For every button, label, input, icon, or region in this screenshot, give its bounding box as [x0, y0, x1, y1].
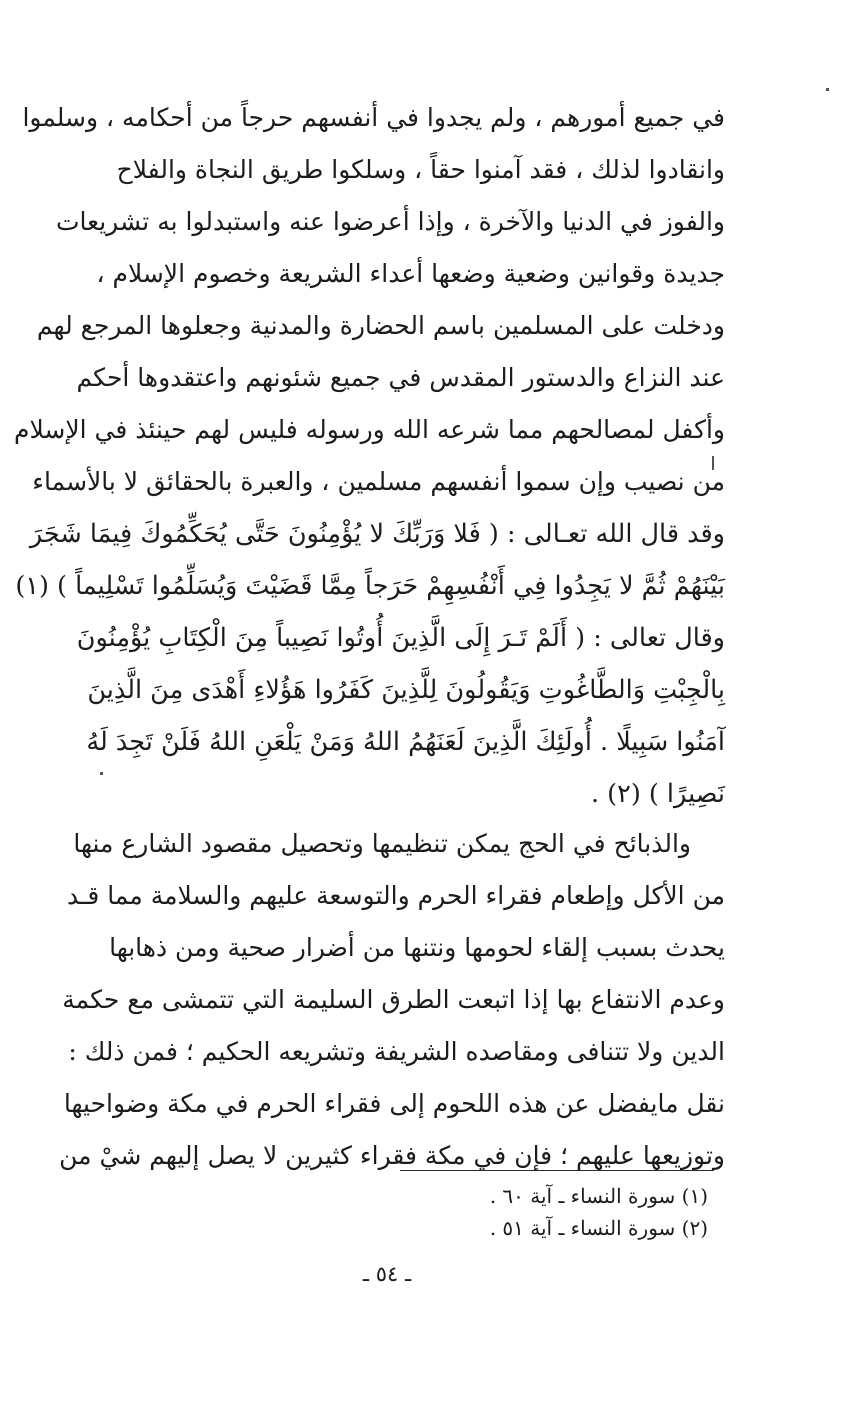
footnote-1: (١) سورة النساء ـ آية ٦٠ . [489, 1184, 708, 1208]
text-line: والذبائح في الحج يمكن تنظيمها وتحصيل مقصود الشارع منها [73, 829, 691, 858]
scan-speck [826, 88, 829, 91]
text-line: ودخلت على المسلمين باسم الحضارة والمدنية وجعلوها المرجع لهم [36, 311, 725, 340]
page-number: ـ ٥٤ ـ [362, 1262, 412, 1286]
quran-verse-line: بِالْجِبْتِ وَالطَّاغُوتِ وَيَقُولُونَ لِلَّذِينَ كَفَرُوا هَؤُلاءِ أَهْدَى مِنَ الَّذِينَ [87, 675, 725, 705]
text-line: وتوزيعها عليهم ؛ فإن في مكة فقراء كثيرين لا يصل إليهم شيْ من [59, 1141, 725, 1170]
footnote-divider [400, 1170, 714, 1171]
text-line: وانقادوا لذلك ، فقد آمنوا حقاً ، وسلكوا طريق النجاة والفلاح [116, 155, 725, 184]
text-line: يحدث بسبب إلقاء لحومها ونتنها من أضرار صحية ومن ذهابها [109, 933, 725, 962]
quran-verse-line: آمَنُوا سَبِيلًا . أُولَئِكَ الَّذِينَ لَعَنَهُمُ اللهُ وَمَنْ يَلْعَنِ اللهُ فَلَنْ تَجِدَ لَهُ [86, 727, 725, 757]
text-line: عند النزاع والدستور المقدس في جميع شئونهم واعتقدوها أحكم [76, 363, 725, 392]
text-line: وأكفل لمصالحهم مما شرعه الله ورسوله فليس لهم حينئذ في الإسلام [13, 415, 725, 444]
main-paragraph [13, 92, 725, 820]
quran-verse-line: وقال تعالى : ( أَلَمْ تَـرَ إِلَى الَّذِينَ أُوتُوا نَصِيباً مِنَ الْكِتَابِ يُؤْمِنُونَ [76, 623, 725, 653]
text-line: والفوز في الدنيا والآخرة ، وإذا أعرضوا عنه واستبدلوا به تشريعات [56, 207, 725, 236]
text-line: في جميع أمورهم ، ولم يجدوا في أنفسهم حرجاً من أحكامه ، وسلموا [22, 103, 725, 132]
footnote-2: (٢) سورة النساء ـ آية ٥١ . [489, 1216, 708, 1240]
footnotes [360, 1180, 708, 1244]
text-line: وعدم الانتفاع بها إذا اتبعت الطرق السليمة التي تتمشى مع حكمة [62, 985, 725, 1014]
text-line: نقل مايفضل عن هذه اللحوم إلى فقراء الحرم في مكة وضواحيها [63, 1089, 725, 1118]
quran-verse-line: بَيْنَهُمْ ثُمَّ لا يَجِدُوا فِي أَنْفُسِهِمْ حَرَجاً مِمَّا قَضَيْتَ وَيُسَلِّمُوا تَسْلِيماً ) (١) [15, 571, 725, 601]
second-paragraph [59, 818, 725, 1182]
text-line: من الأكل وإطعام فقراء الحرم والتوسعة عليهم والسلامة مما قـد [66, 881, 725, 910]
text-line: جديدة وقوانين وضعية وضعها أعداء الشريعة وخصوم الإسلام ، [96, 259, 725, 288]
text-line: الدين ولا تتنافى ومقاصده الشريفة وتشريعه الحكيم ؛ فمن ذلك : [68, 1037, 725, 1066]
quran-verse-line: وقد قال الله تعـالى : ( فَلا وَرَبِّكَ لا يُؤْمِنُونَ حَتَّى يُحَكِّمُوكَ فِيمَا شَجَرَ [29, 519, 725, 549]
text-line: من نصيب وإن سموا أنفسهم مسلمين ، والعبرة بالحقائق لا بالأسماء [32, 467, 725, 496]
quran-verse-line: نَصِيرًا ) (٢) . [590, 779, 725, 809]
